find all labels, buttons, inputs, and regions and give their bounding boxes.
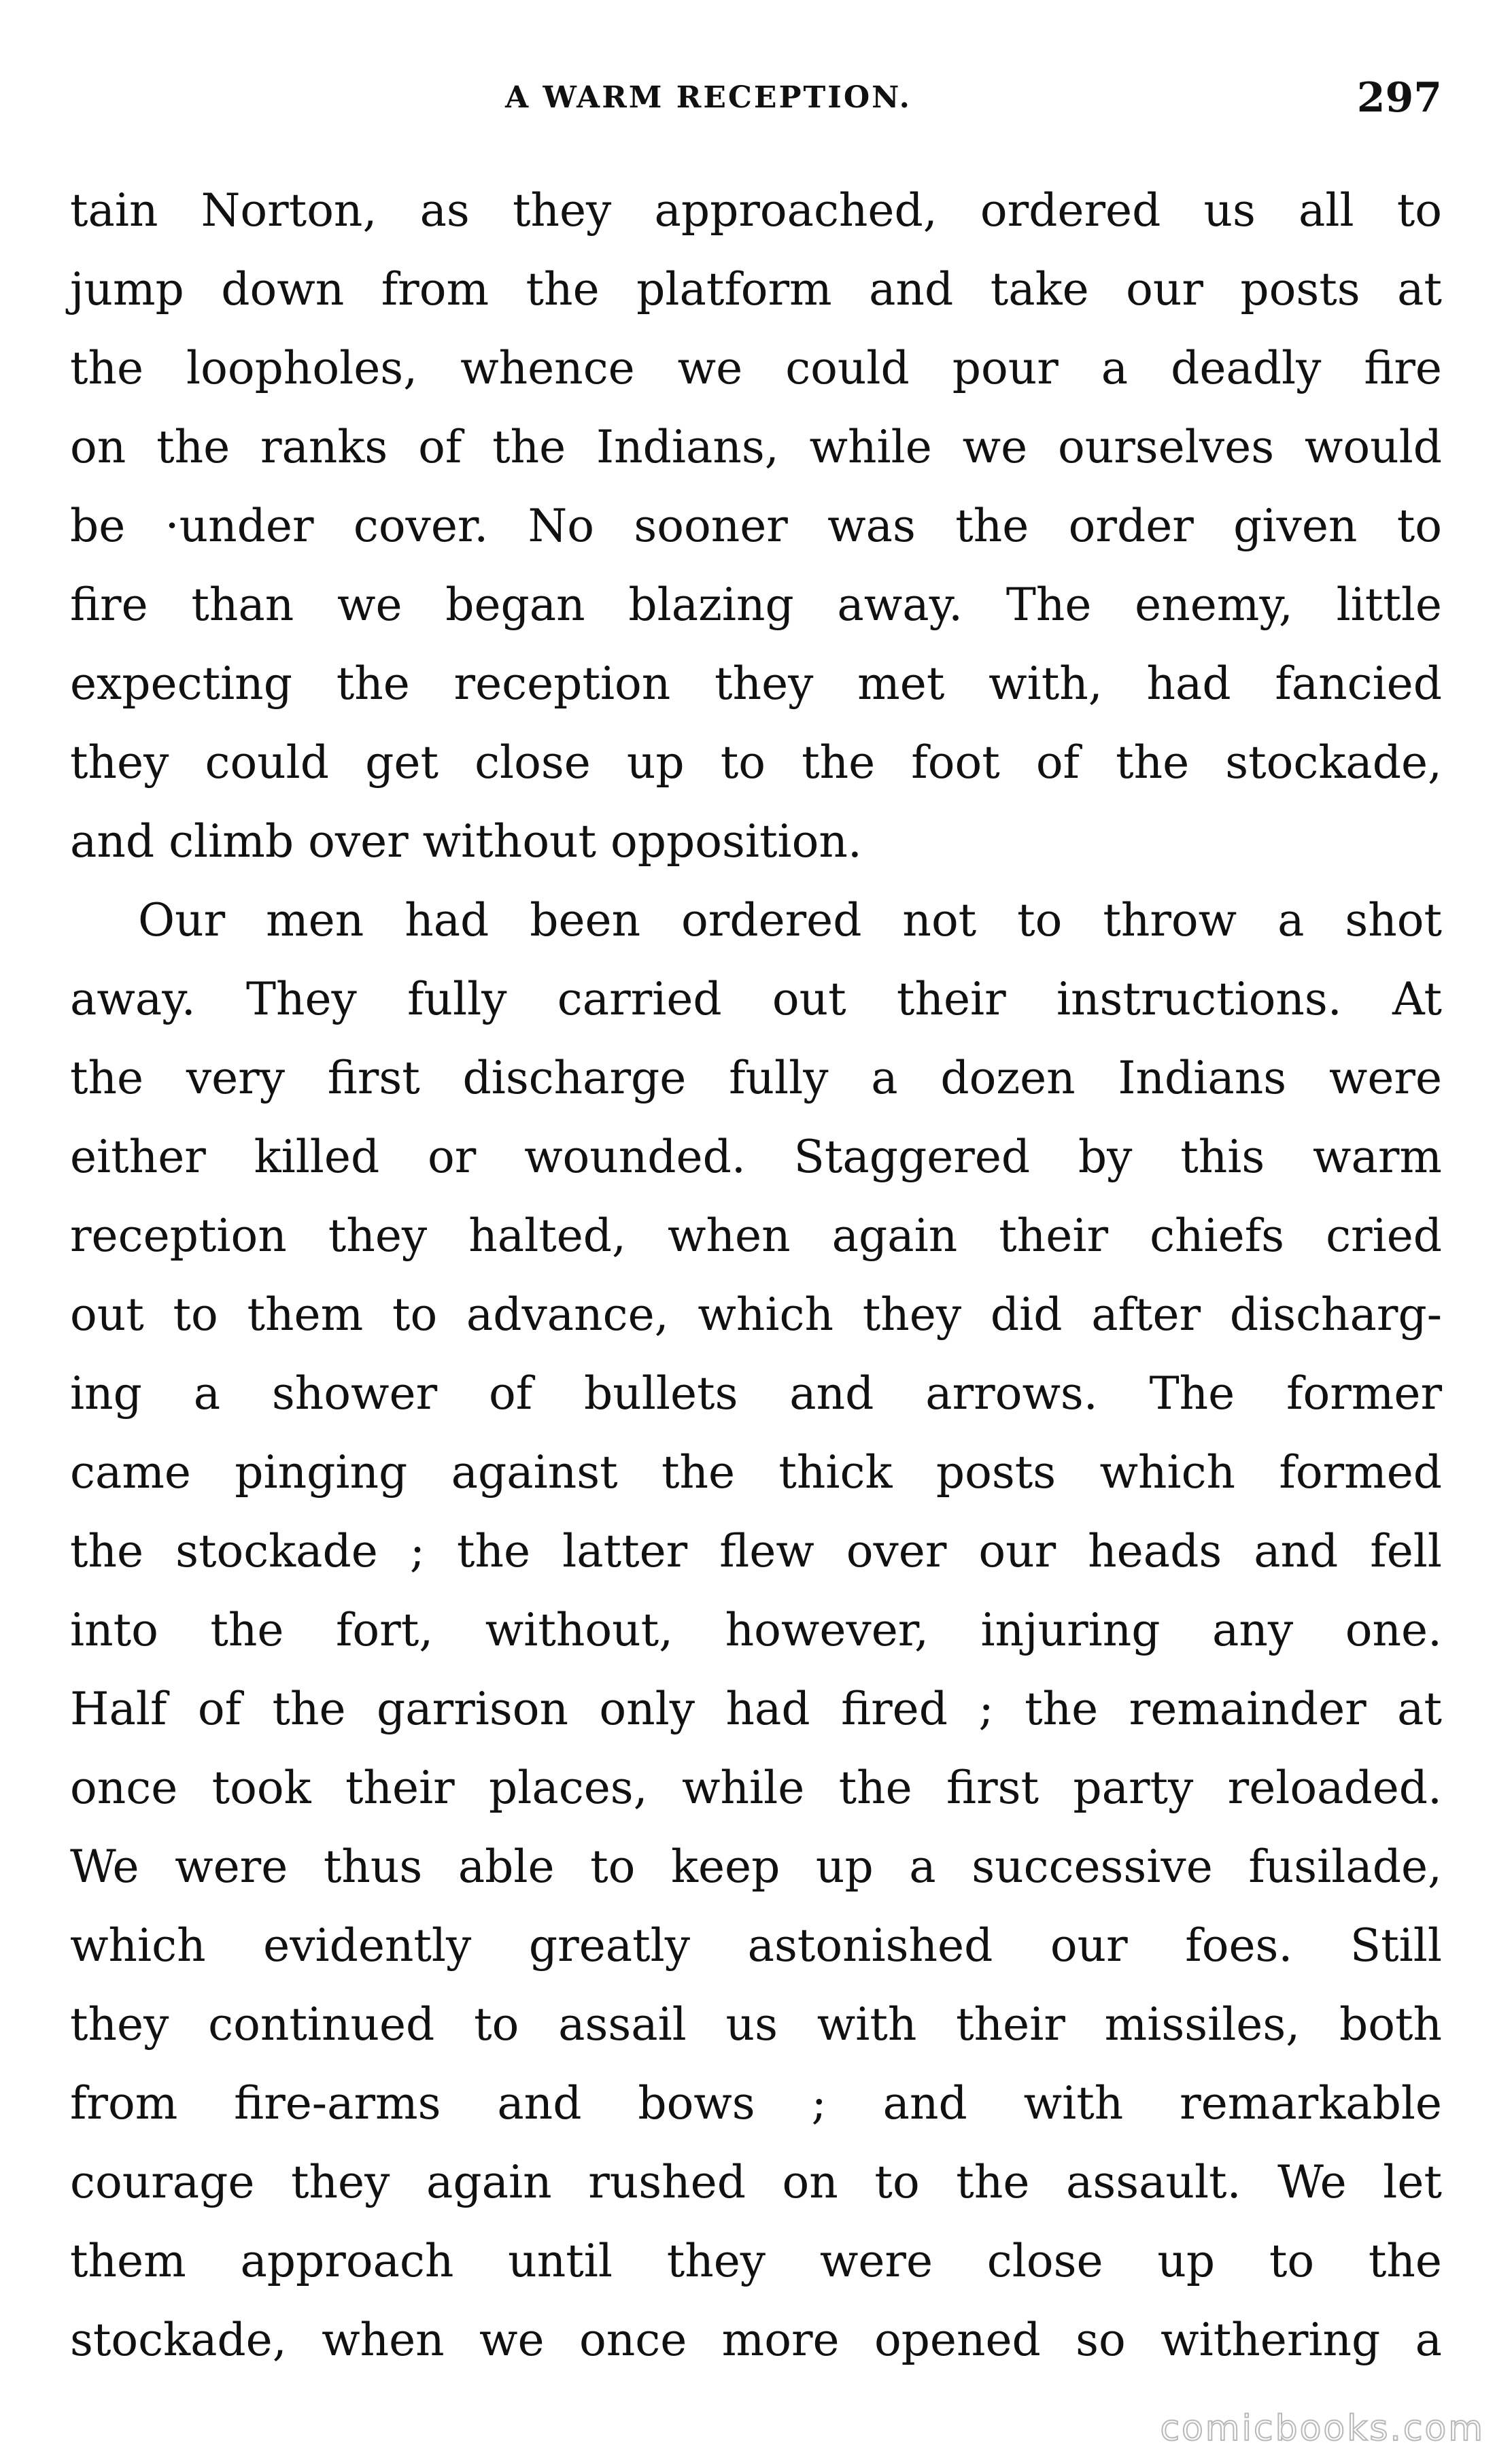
text-line: came pinging against the thick posts which formed <box>70 1446 1442 1499</box>
text-line: either killed or wounded. Staggered by this warm <box>70 1131 1442 1183</box>
text-line: jump down from the platform and take our posts at <box>70 263 1442 315</box>
text-line: into the fort, without, however, injuring any one. <box>70 1604 1442 1656</box>
text-line: courage they again rushed on to the assault. We let <box>70 2156 1442 2208</box>
text-line: fire than we began blazing away. The enemy, little <box>70 579 1442 631</box>
text-line: from fire-arms and bows ; and with remarkable <box>70 2077 1442 2129</box>
text-line: be ·under cover. No sooner was the order given to <box>70 500 1442 552</box>
paragraph-1 <box>70 171 1442 881</box>
text-line: them approach until they were close up to the <box>70 2235 1442 2287</box>
text-line: once took their places, while the first party reloaded. <box>70 1762 1442 1814</box>
text-line: the loopholes, whence we could pour a deadly fire <box>70 342 1442 394</box>
text-line: on the ranks of the Indians, while we ourselves would <box>70 421 1442 473</box>
text-line: the stockade ; the latter flew over our heads and fell <box>70 1525 1442 1577</box>
running-header <box>70 71 1442 125</box>
text-line: ing a shower of bullets and arrows. The former <box>70 1367 1442 1420</box>
text-line: Our men had been ordered not to throw a shot <box>138 894 1442 946</box>
text-line: reception they halted, when again their chiefs cried <box>70 1210 1442 1262</box>
watermark: comicbooks.com <box>1160 2408 1485 2449</box>
text-line: which evidently greatly astonished our foes. Still <box>70 1919 1442 1972</box>
text-line: away. They fully carried out their instructions. At <box>70 973 1442 1025</box>
text-line: and climb over without opposition. <box>70 815 862 868</box>
text-line: stockade, when we once more opened so withering a <box>70 2314 1442 2366</box>
text-line: Half of the garrison only had fired ; the remainder at <box>70 1683 1442 1735</box>
page-number: 297 <box>1356 74 1442 122</box>
text-line: they could get close up to the foot of the stockade, <box>70 736 1442 789</box>
body-text <box>70 171 1442 2380</box>
text-line: expecting the reception they met with, had fancied <box>70 657 1442 710</box>
running-title: A WARM RECEPTION. <box>505 80 912 115</box>
text-line: they continued to assail us with their missiles, both <box>70 1998 1442 2051</box>
text-line: We were thus able to keep up a successive fusilade, <box>70 1841 1442 1893</box>
text-line: out to them to advance, which they did after discharg- <box>70 1288 1442 1341</box>
paragraph-2 <box>70 881 1442 2380</box>
text-line: tain Norton, as they approached, ordered us all to <box>70 184 1442 237</box>
text-line: the very first discharge fully a dozen Indians were <box>70 1052 1442 1104</box>
